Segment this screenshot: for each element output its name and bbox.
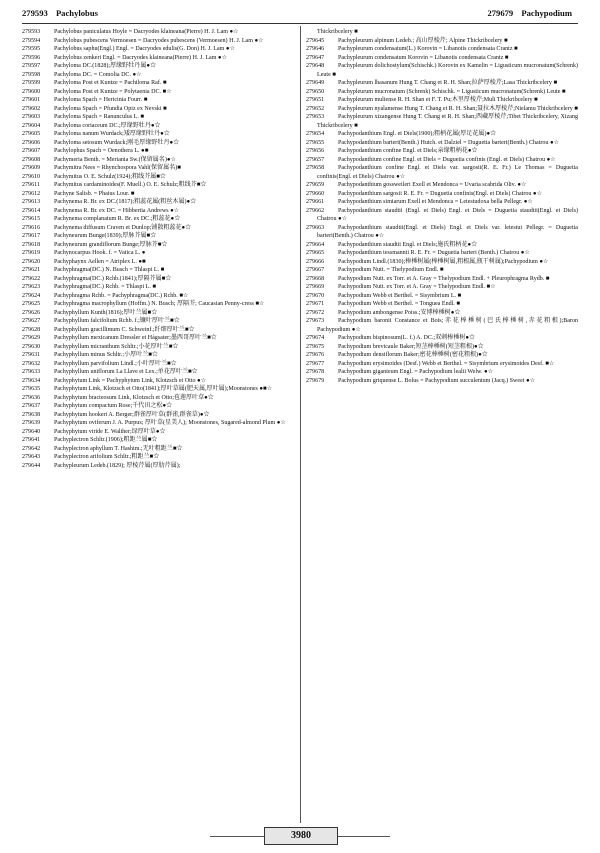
entry-text: Pachynocarpus Hook. f. = Vatica L. ● bbox=[54, 250, 146, 256]
dictionary-entry bbox=[22, 190, 294, 199]
dictionary-entry bbox=[22, 122, 294, 131]
dictionary-entry bbox=[22, 317, 294, 326]
entry-text: Pachypodium Nutt. ex Torr. et A. Gray = Thelypodium Endl. ■☆ bbox=[338, 284, 496, 290]
column-divider bbox=[300, 26, 301, 823]
entry-number: 279607 bbox=[22, 148, 41, 154]
dictionary-entry bbox=[306, 334, 578, 343]
entry-number: 279640 bbox=[22, 428, 41, 435]
entry-text: Pachyloma DC.(1828);厚缘野牡丹属●☆ bbox=[54, 63, 157, 69]
entry-number: 279654 bbox=[306, 131, 325, 137]
entry-text: Pachypodium erysimoides (Desf.) Webb et Berthel. = Sisymbrium erysimoides Desf. ■☆ bbox=[338, 360, 555, 367]
entry-number: 279665 bbox=[306, 250, 325, 256]
dictionary-entry bbox=[22, 232, 294, 241]
dictionary-entry bbox=[306, 275, 578, 284]
entry-text: Pachynema R. Br. ex DC.(1817);粗蕊花属(粗丝木属)●☆ bbox=[54, 199, 197, 205]
entry-number: 279610 bbox=[22, 173, 41, 180]
dictionary-entry bbox=[306, 181, 578, 190]
entry-text: Pachyphytum Link, Klotzsch et Otto(1841);厚叶草属(肥天属,厚叶属);Moonstones ●■☆ bbox=[54, 386, 273, 392]
entry-number: 279650 bbox=[306, 88, 325, 95]
entry-text: Pachypleurum Ledeb.(1829); 厚棱芹属(厚肋芹属); bbox=[54, 462, 181, 469]
entry-text: Pachyloma coriaceum DC.;厚缘野牡丹●☆ bbox=[54, 122, 161, 129]
entry-text: Pachyplectron Schltr.(1906);粗距兰属■☆ bbox=[54, 437, 158, 443]
dictionary-entry bbox=[22, 360, 294, 369]
entry-text: Pachypodium Webb et Berthel. = Tonguea Endl. ■ bbox=[338, 301, 460, 307]
entry-number: 279614 bbox=[22, 207, 41, 214]
entry-number: 279620 bbox=[22, 258, 41, 265]
entry-number: 279604 bbox=[22, 122, 41, 129]
entry-text: Pachyloma Spach = Pfundia Opiz ex Nevski ■ bbox=[54, 105, 167, 112]
entry-text: Pachyloma Spach = Hericinia Fourr. ■ bbox=[54, 97, 148, 103]
entry-text: Pachypodanthium tessmannii R. E. Fr. = Duguetia barteri (Benth.) Chatrou ●☆ bbox=[338, 250, 530, 256]
dictionary-entry bbox=[306, 377, 578, 386]
dictionary-entry bbox=[22, 377, 294, 386]
entry-text: Pachyphytum oviferum J. A. Purpus; 厚叶草(星美人); Moonstones, Sugared-almond Plum ●☆ bbox=[54, 420, 286, 426]
entry-number: 279678 bbox=[306, 369, 325, 375]
entry-text: Pachypodanthium confine Engl. et Diels;亲缘粗柄花●☆ bbox=[338, 148, 478, 154]
dictionary-entry bbox=[22, 139, 294, 148]
entry-number: 279648 bbox=[306, 63, 325, 69]
dictionary-entry bbox=[22, 37, 294, 46]
entry-number: 279642 bbox=[22, 445, 41, 452]
entry-number: 279663 bbox=[306, 224, 325, 231]
entry-text: Pachyloma Post et Kuntze = Polytaenia DC. ■☆ bbox=[54, 88, 172, 95]
dictionary-entry bbox=[22, 351, 294, 360]
entry-number: 279641 bbox=[22, 437, 41, 443]
entry-number: 279644 bbox=[22, 462, 41, 469]
dictionary-entry bbox=[306, 164, 578, 181]
entry-number: 279618 bbox=[22, 241, 41, 248]
entry-number: 279625 bbox=[22, 301, 41, 307]
entry-text: Pachynema complanatum R. Br. ex DC.;粗蕊花●☆ bbox=[54, 216, 181, 222]
entry-text: Pachyloma Spach = Ranunculus L. ■ bbox=[54, 114, 145, 120]
dictionary-entry bbox=[306, 258, 578, 267]
entry-text: Pachypodanthium barteri(Benth.) Hutch. et Dalziel = Duguetia barteri(Benth.) Chatrou ●☆ bbox=[338, 139, 560, 146]
dictionary-entry bbox=[22, 164, 294, 173]
entry-number: 279676 bbox=[306, 352, 325, 358]
entry-number: 279593 bbox=[22, 29, 41, 35]
dictionary-entry bbox=[22, 54, 294, 63]
entry-text: Pachypodanthium confine Engl. et Diels = Duguetia confinis (Engl. et Diels) Chatrou ●☆ bbox=[338, 156, 556, 163]
entry-number: 279671 bbox=[306, 301, 325, 307]
dictionary-entry bbox=[306, 156, 578, 165]
entry-text: Pachyphyllum Kunth(1816);厚叶兰属■☆ bbox=[54, 309, 158, 316]
entry-number: 279632 bbox=[22, 360, 41, 367]
entry-number: 279623 bbox=[22, 284, 41, 290]
entry-text: Pachypodanthium Engl. et Diels(1900);粗柄花属(厚足花属)●☆ bbox=[338, 131, 497, 137]
entry-text: Pachylobus saphu(Engl.) Engl. = Dacryodes edulis(G. Don) H. J. Lam ●☆ bbox=[54, 46, 235, 52]
entry-number: 279630 bbox=[22, 343, 41, 350]
dictionary-entry bbox=[306, 224, 578, 241]
dictionary-entry bbox=[22, 79, 294, 88]
entry-text: Pachypodanthium sargosii R. E. Fr. = Duguetia confinis(Engl. et Diels) Chatrou ●☆ bbox=[338, 190, 542, 197]
dictionary-entry bbox=[306, 198, 578, 207]
entry-text: Pachymitus cardaminoides(F. Muell.) O. E. Schulz;粗线芥■☆ bbox=[54, 182, 207, 188]
header-right-genus: Pachypodium bbox=[521, 8, 572, 18]
entry-text: Pachyphyllum parvifolium Lindl.;小叶厚叶兰■☆ bbox=[54, 360, 177, 367]
entry-number: 279653 bbox=[306, 114, 325, 120]
dictionary-entry bbox=[22, 436, 294, 445]
entry-text: Pachyphragma Rchb. = Pachyphragma(DC.) Rchb. ■☆ bbox=[54, 292, 189, 299]
entry-text: Pachypleurum dolichostylum(Schischk.) Korovin ex Kamelin = Ligusticum mucronatum(Schrenk) Leute ■ bbox=[317, 63, 578, 78]
entry-number: 279613 bbox=[22, 199, 41, 205]
dictionary-entry bbox=[22, 181, 294, 190]
entry-text: Pachyloma DC. = Comolia DC. ●☆ bbox=[54, 71, 142, 78]
entry-number: 279637 bbox=[22, 403, 41, 409]
entry-number: 279651 bbox=[306, 97, 325, 103]
dictionary-entry bbox=[22, 215, 294, 224]
entry-number: 279643 bbox=[22, 454, 41, 460]
dictionary-entry bbox=[306, 300, 578, 309]
header-left-number: 279593 bbox=[22, 8, 48, 18]
dictionary-entry bbox=[306, 105, 578, 114]
entry-text: Pachypleurum muliense R. H. Shan et F. T. Pu;木里厚棱芹;Muli Thickribcelery ■ bbox=[338, 97, 538, 103]
entry-number: 279667 bbox=[306, 267, 325, 273]
entry-number: 279670 bbox=[306, 292, 325, 299]
entry-number: 279605 bbox=[22, 131, 41, 137]
entry-number: 279666 bbox=[306, 258, 325, 265]
entry-number: 279611 bbox=[22, 182, 40, 188]
entry-text: Pachyphragma macrophyllum (Hoffm.) N. Busch; 厚隔芥; Caucasian Penny-cress ■☆ bbox=[54, 301, 265, 307]
entry-text: Pachypleurum mucronatum (Schrenk) Schischk. = Ligusticum mucronatum(Schrenk) Leute ■ bbox=[338, 88, 566, 95]
entry-text: Pachymitra Nees = Rhynchospora Vahl(保留属名)■ bbox=[54, 165, 181, 171]
entry-number: 279638 bbox=[22, 411, 41, 418]
entry-number: 279675 bbox=[306, 343, 325, 350]
dictionary-entry bbox=[22, 241, 294, 250]
entry-number: 279594 bbox=[22, 37, 41, 44]
dictionary-entry bbox=[306, 113, 578, 130]
entry-text: Pachypodanthium staudtii Engl. et Diels;施氏粗柄花●☆ bbox=[338, 241, 478, 248]
dictionary-entry bbox=[22, 113, 294, 122]
dictionary-entry bbox=[22, 147, 294, 156]
entry-number: 279646 bbox=[306, 46, 325, 52]
dictionary-entry bbox=[22, 258, 294, 267]
entry-number: 279658 bbox=[306, 165, 325, 171]
entry-text: Pachypodium bispinosum(L. f.) A. DC.;双刺棒棰树●☆ bbox=[338, 335, 476, 341]
entry-text: Pachyphyllum gracillimum C. Schweinf.;纤细厚叶兰■☆ bbox=[54, 326, 195, 333]
entry-text: Pachypodium Nutt. ex Torr. et A. Gray = Thelypodium Endl. + Pleurophragma Rydb. ■ bbox=[338, 275, 550, 282]
entry-number: 279636 bbox=[22, 394, 41, 401]
dictionary-entry bbox=[22, 28, 294, 37]
entry-text: Pachypodium griquense L. Bolus = Pachypodium succulentum (Jacq.) Sweet ●☆ bbox=[338, 377, 536, 384]
entry-text: Pachypodium ambongense Poiss.;安博棒棰树●☆ bbox=[338, 309, 461, 316]
header-rule bbox=[22, 23, 578, 24]
dictionary-entry bbox=[22, 326, 294, 335]
dictionary-entry bbox=[22, 453, 294, 462]
header-right-number: 279679 bbox=[487, 8, 514, 18]
dictionary-entry bbox=[22, 130, 294, 139]
entry-text: Pachyphaynx Aellen = Atriplex L. ●■ bbox=[54, 258, 146, 265]
entry-text: Pachypodanthium staudtii (Engl. et Diels) Engl. et Diels = Duguetia staudtii(Engl. et Diels) Chatrou ●☆ bbox=[317, 207, 578, 222]
continued-entry-text: Thickribcelery ■ bbox=[317, 29, 358, 35]
dictionary-entry bbox=[22, 309, 294, 318]
dictionary-entry bbox=[22, 156, 294, 165]
entry-number: 279601 bbox=[22, 97, 41, 103]
entry-number: 279659 bbox=[306, 182, 325, 188]
entry-text: Pachymeria Benth. = Meriania Sw.(保留属名)●☆ bbox=[54, 156, 176, 163]
entry-text: Pachyphragma(DC.) Rchb.(1841);厚隔芥属■☆ bbox=[54, 275, 172, 282]
left-column bbox=[22, 28, 294, 470]
dictionary-entry bbox=[22, 394, 294, 403]
entry-number: 279595 bbox=[22, 46, 41, 52]
entry-text: Pachypodium Lindl.(1830);棒棰树属(棒棰树属,粗根属,瓶干树属);Pachypodium ●☆ bbox=[338, 258, 549, 265]
entry-number: 279662 bbox=[306, 207, 325, 214]
entry-number: 279679 bbox=[306, 377, 325, 384]
dictionary-entry bbox=[22, 198, 294, 207]
dictionary-entry bbox=[306, 130, 578, 139]
entry-text: Pachyneurum Bunge(1839);厚脉芥属■☆ bbox=[54, 233, 157, 239]
entry-number: 279633 bbox=[22, 369, 41, 375]
entry-text: Pachypodium brevicaule Baker;短茎棒棰树(短茎粗根)●☆ bbox=[338, 343, 484, 350]
entry-number: 279672 bbox=[306, 309, 325, 316]
dictionary-entry bbox=[22, 334, 294, 343]
entry-number: 279628 bbox=[22, 326, 41, 333]
entry-number: 279631 bbox=[22, 352, 41, 358]
entry-text: Pachymitus O. E. Schulz(1924);粗线芥属■☆ bbox=[54, 173, 166, 180]
entry-text: Pachyne Salisb. = Phaius Lour. ■ bbox=[54, 190, 135, 197]
entry-number: 279664 bbox=[306, 241, 325, 248]
dictionary-entry bbox=[306, 351, 578, 360]
entry-number: 279609 bbox=[22, 165, 41, 171]
dictionary-entry bbox=[22, 105, 294, 114]
entry-number: 279608 bbox=[22, 156, 41, 163]
entry-number: 279668 bbox=[306, 275, 325, 282]
entry-text: Pachylobus pubescens Vermoesen = Dacryodes pubescens (Vermoesen) H. J. Lam ●☆ bbox=[54, 37, 264, 44]
dictionary-entry bbox=[22, 385, 294, 394]
running-header bbox=[22, 8, 578, 22]
dictionary-entry bbox=[22, 445, 294, 454]
dictionary-entry bbox=[22, 266, 294, 275]
entry-text: Pachyphyllum micranthum Schltr.;小花厚叶兰■☆ bbox=[54, 343, 179, 350]
dictionary-entry bbox=[22, 428, 294, 437]
dictionary-entry bbox=[306, 139, 578, 148]
dictionary-entry bbox=[22, 207, 294, 216]
entry-number: 279645 bbox=[306, 37, 325, 44]
entry-text: Pachyphyllum falcifolium Rchb. f.;镰叶厚叶兰■☆ bbox=[54, 318, 180, 324]
entry-text: Pachyphytum Link = Pachyphytum Link, Klotzsch et Otto ●☆ bbox=[54, 377, 207, 384]
dictionary-entry bbox=[306, 368, 578, 377]
entry-number: 279600 bbox=[22, 88, 41, 95]
entry-number: 279660 bbox=[306, 190, 325, 197]
entry-text: Pachynema diffusum Craven et Dunlop;铺散粗蕊花●☆ bbox=[54, 224, 192, 231]
entry-text: Pachylobus zenkeri Engl. = Dacryodes klaineana(Pierre) H. J. Lam ●☆ bbox=[54, 54, 228, 61]
entry-text: Pachyphytum bracteosum Link, Klotzsch et Otto;苞莲厚叶草●☆ bbox=[54, 394, 214, 401]
entry-text: Pachypodium densiflorum Baker;密花棒棰树(密花粗根)●☆ bbox=[338, 352, 488, 358]
dictionary-entry bbox=[22, 368, 294, 377]
entry-text: Pachynema R. Br. ex DC. = Hibbertia Andrews ●☆ bbox=[54, 207, 180, 214]
entry-number: 279597 bbox=[22, 63, 41, 69]
dictionary-entry bbox=[22, 45, 294, 54]
entry-text: Pachypodium giganteum Engl. = Pachypodium lealii Welw. ●☆ bbox=[338, 369, 494, 375]
dictionary-entry bbox=[22, 71, 294, 80]
entry-number: 279639 bbox=[22, 420, 41, 426]
entry-text: Pachylobus paniculatus Hoyle = Dacryodes klaineana(Pierre) H. J. Lam ●☆ bbox=[54, 29, 239, 35]
page-number: 3980 bbox=[264, 827, 338, 845]
dictionary-entry bbox=[22, 300, 294, 309]
dictionary-entry bbox=[306, 266, 578, 275]
entry-number: 279657 bbox=[306, 156, 325, 163]
entry-text: Pachypodanthium gossweileri Exell et Mendonca = Uvaria scabrida Oliv. ●☆ bbox=[338, 182, 527, 188]
dictionary-entry bbox=[306, 207, 578, 224]
dictionary-entry bbox=[22, 224, 294, 233]
entry-number: 279669 bbox=[306, 284, 325, 290]
right-column bbox=[306, 28, 578, 385]
entry-number: 279647 bbox=[306, 54, 325, 61]
entry-text: Pachypleurum lhasanum Hung T. Chang et R. H. Shan;拉萨厚棱芹;Lasa Thickribcelery ■ bbox=[338, 80, 558, 86]
entry-text: Pachypodium Nutt. = Thelypodium Endl. ■ bbox=[338, 267, 444, 273]
entry-text: Pachyphyllum minus Schltr.;小厚叶兰■☆ bbox=[54, 352, 158, 358]
entry-text: Pachypleurum condensatum(L.) Korovin = Libanotis condensata Crantz ■ bbox=[338, 46, 518, 52]
entry-text: Pachyphytum viride E. Walther;绿厚叶草●☆ bbox=[54, 428, 166, 435]
entry-number: 279629 bbox=[22, 335, 41, 341]
entry-text: Pachypodium baronii Constance et Bois;赤花棒棰树(巴氏棒棰树,赤花粗根);Baron Pachypodium ●☆ bbox=[317, 318, 578, 333]
dictionary-entry bbox=[306, 309, 578, 318]
entry-text: Pachyphragma(DC.) Rchb. = Thlaspi L. ■ bbox=[54, 284, 157, 290]
dictionary-entry bbox=[22, 292, 294, 301]
entry-number: 279656 bbox=[306, 148, 325, 154]
entry-number: 279619 bbox=[22, 250, 41, 256]
dictionary-entry bbox=[22, 88, 294, 97]
dictionary-entry bbox=[306, 54, 578, 63]
entry-number: 279624 bbox=[22, 292, 41, 299]
dictionary-entry bbox=[22, 96, 294, 105]
dictionary-entry bbox=[306, 241, 578, 250]
entry-number: 279596 bbox=[22, 54, 41, 61]
entry-text: Pachyphyllum uniflorum La Llave et Lex.;单花厚叶兰■☆ bbox=[54, 369, 198, 375]
header-left bbox=[22, 8, 104, 22]
entry-text: Pachypodanthium staudtii(Engl. et Diels) Engl. et Diels var. letestui Pellegr. = Duguetia barteri(Benth.) Chatrou ●☆ bbox=[317, 224, 578, 239]
entry-text: Pachyloma Post et Kuntze = Pachiloma Raf. ■ bbox=[54, 80, 167, 86]
entry-number: 279612 bbox=[22, 190, 41, 197]
dictionary-entry bbox=[306, 79, 578, 88]
entry-number: 279621 bbox=[22, 267, 41, 273]
dictionary-entry bbox=[306, 96, 578, 105]
entry-number: 279617 bbox=[22, 233, 41, 239]
header-right bbox=[487, 8, 578, 22]
dictionary-entry bbox=[306, 343, 578, 352]
entry-text: Pachypleurum nyalamense Hung T. Chang et R. H. Shan;聂拉木厚棱芹;Nielamu Thickribcelery ■ bbox=[338, 105, 578, 112]
entry-number: 279649 bbox=[306, 80, 325, 86]
dictionary-entry bbox=[306, 45, 578, 54]
entry-text: Pachypodium Webb et Berthel. = Sisymbrium L. ■ bbox=[338, 292, 462, 299]
entry-number: 279627 bbox=[22, 318, 41, 324]
entry-text: Pachyplectron aphyllum T. Hashim.;无叶粗距兰■☆ bbox=[54, 445, 183, 452]
entry-text: Pachylophus Spach = Oenothera L. ●■ bbox=[54, 148, 149, 154]
dictionary-entry bbox=[306, 190, 578, 199]
entry-number: 279677 bbox=[306, 360, 325, 367]
entry-number: 279598 bbox=[22, 71, 41, 78]
entry-text: Pachyphytum hookeri A. Berger;群雀厚叶草(群雀,群雀草)●☆ bbox=[54, 411, 210, 418]
entry-text: Pachyneurum grandiflorum Bunge;厚脉芥■☆ bbox=[54, 241, 168, 248]
entry-number: 279606 bbox=[22, 139, 41, 146]
dictionary-entry bbox=[306, 283, 578, 292]
header-left-genus: Pachylobus bbox=[55, 8, 98, 18]
dictionary-entry bbox=[22, 402, 294, 411]
entry-number: 279655 bbox=[306, 139, 325, 146]
dictionary-entry bbox=[306, 360, 578, 369]
dictionary-entry bbox=[306, 249, 578, 258]
entry-text: Pachyphragma(DC.) N. Busch = Thlaspi L. ■ bbox=[54, 267, 165, 273]
entry-text: Pachyplectron arifolium Schltr.;粗距兰■☆ bbox=[54, 454, 160, 460]
dictionary-entry bbox=[306, 317, 578, 334]
entry-number: 279652 bbox=[306, 105, 325, 112]
dictionary-entry bbox=[22, 62, 294, 71]
entry-text: Pachypleurum condensatum Korovin = Libanotis condensata Crantz ■ bbox=[338, 54, 509, 61]
dictionary-entry bbox=[306, 37, 578, 46]
entry-number: 279603 bbox=[22, 114, 41, 120]
entry-text: Pachypleurum xizangense Hung T. Chang et R. H. Shan;西藏厚棱芹;Tibet Thickribcelery, Xizang Thickribcelery ■ bbox=[317, 114, 578, 129]
dictionary-entry bbox=[22, 411, 294, 420]
entry-number: 279635 bbox=[22, 386, 41, 392]
entry-text: Pachyloma nanum Wurdack;矮厚缘野牡丹●☆ bbox=[54, 131, 170, 137]
dictionary-entry bbox=[306, 62, 578, 79]
entry-number: 279673 bbox=[306, 318, 325, 324]
entry-text: Pachyloma setosum Wurdack;刚毛厚缘野牡丹●☆ bbox=[54, 139, 180, 146]
entry-text: Pachyphytum compactum Rose;千代田之松●☆ bbox=[54, 403, 173, 409]
dictionary-entry bbox=[306, 292, 578, 301]
dictionary-entry bbox=[22, 462, 294, 471]
entry-number: 279599 bbox=[22, 80, 41, 86]
dictionary-entry bbox=[306, 147, 578, 156]
entry-text: Pachyphyllum mexicanum Dressler et Hágsater;墨西哥厚叶兰■☆ bbox=[54, 335, 217, 341]
entry-number: 279602 bbox=[22, 105, 41, 112]
entry-text: Pachypodanthium simiarum Exell et Mendonca = Letestudoxa bella Pellegr. ●☆ bbox=[338, 199, 533, 205]
entry-number: 279674 bbox=[306, 335, 325, 341]
dictionary-entry bbox=[22, 249, 294, 258]
dictionary-entry bbox=[22, 343, 294, 352]
entry-number: 279661 bbox=[306, 199, 325, 205]
entry-text: Pachypleurum alpinum Ledeb.; 高山厚棱芹; Alpine Thickribcelery ■ bbox=[338, 37, 508, 44]
entry-number: 279615 bbox=[22, 216, 41, 222]
entry-number: 279634 bbox=[22, 377, 41, 384]
entry-number: 279616 bbox=[22, 224, 41, 231]
dictionary-entry bbox=[22, 275, 294, 284]
dictionary-entry bbox=[22, 283, 294, 292]
dictionary-entry bbox=[306, 88, 578, 97]
entry-number: 279626 bbox=[22, 309, 41, 316]
entry-number: 279622 bbox=[22, 275, 41, 282]
dictionary-entry bbox=[22, 419, 294, 428]
dictionary-entry bbox=[22, 173, 294, 182]
entry-text: Pachypodanthium confine Engl. et Diels var. sargosii(R. E. Fr.) Le Thomas = Duguetia confinis(Engl. et Diels) Chatrou ●☆ bbox=[317, 165, 578, 180]
